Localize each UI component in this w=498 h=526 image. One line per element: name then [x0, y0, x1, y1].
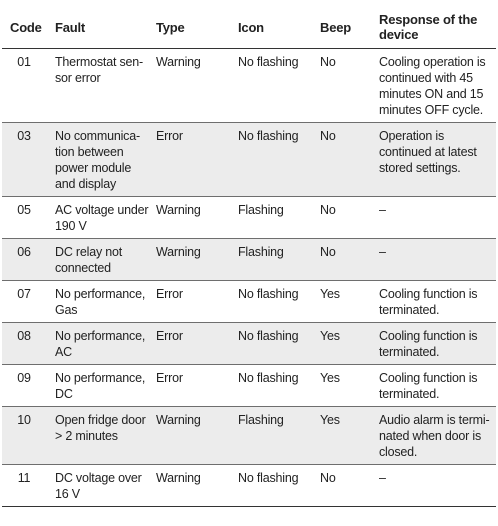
cell-beep: Yes [317, 281, 376, 323]
table-row [2, 323, 496, 365]
cell-type: Error [153, 123, 235, 197]
cell-response: Operation is continued at latest stored settings. [376, 123, 496, 197]
cell-type: Warning [153, 465, 235, 507]
fault-code-table [2, 4, 496, 507]
cell-code: 08 [2, 323, 52, 365]
cell-fault: Open fridge door > 2 minutes [52, 407, 153, 465]
cell-icon: No flashing [235, 123, 317, 197]
cell-fault: No communica-tion between power module and display [52, 123, 153, 197]
table-row [2, 281, 496, 323]
cell-response: Cooling function is terminated. [376, 281, 496, 323]
cell-code: 05 [2, 197, 52, 239]
cell-response: Cooling function is terminated. [376, 323, 496, 365]
cell-icon: No flashing [235, 465, 317, 507]
table-row [2, 239, 496, 281]
cell-fault: No performance, Gas [52, 281, 153, 323]
cell-icon: Flashing [235, 197, 317, 239]
header-response: Response of the device [376, 4, 496, 49]
cell-type: Error [153, 281, 235, 323]
cell-type: Warning [153, 49, 235, 123]
header-icon: Icon [235, 4, 317, 49]
table-row [2, 49, 496, 123]
cell-code: 01 [2, 49, 52, 123]
cell-icon: No flashing [235, 49, 317, 123]
cell-type: Warning [153, 407, 235, 465]
cell-icon: No flashing [235, 281, 317, 323]
header-beep: Beep [317, 4, 376, 49]
table-row [2, 365, 496, 407]
table-row [2, 123, 496, 197]
header-row [2, 4, 496, 49]
cell-fault: Thermostat sen-sor error [52, 49, 153, 123]
cell-response: Cooling function is terminated. [376, 365, 496, 407]
table-header [2, 4, 496, 49]
cell-fault: No performance, AC [52, 323, 153, 365]
cell-code: 07 [2, 281, 52, 323]
cell-beep: No [317, 123, 376, 197]
cell-type: Error [153, 323, 235, 365]
cell-fault: No performance, DC [52, 365, 153, 407]
cell-code: 09 [2, 365, 52, 407]
cell-beep: No [317, 49, 376, 123]
cell-fault: DC relay not connected [52, 239, 153, 281]
cell-icon: No flashing [235, 323, 317, 365]
cell-fault: DC voltage over 16 V [52, 465, 153, 507]
cell-icon: Flashing [235, 239, 317, 281]
cell-beep: No [317, 239, 376, 281]
cell-icon: No flashing [235, 365, 317, 407]
cell-fault: AC voltage under 190 V [52, 197, 153, 239]
cell-beep: Yes [317, 323, 376, 365]
cell-response: – [376, 465, 496, 507]
table-row [2, 197, 496, 239]
table-row [2, 465, 496, 507]
header-type: Type [153, 4, 235, 49]
cell-beep: Yes [317, 407, 376, 465]
cell-code: 06 [2, 239, 52, 281]
cell-code: 11 [2, 465, 52, 507]
cell-type: Warning [153, 239, 235, 281]
header-fault: Fault [52, 4, 153, 49]
cell-code: 10 [2, 407, 52, 465]
cell-icon: Flashing [235, 407, 317, 465]
cell-type: Warning [153, 197, 235, 239]
table-row [2, 407, 496, 465]
cell-response: Cooling operation is continued with 45 minutes ON and 15 minutes OFF cycle. [376, 49, 496, 123]
cell-beep: No [317, 465, 376, 507]
cell-response: – [376, 239, 496, 281]
cell-code: 03 [2, 123, 52, 197]
cell-beep: Yes [317, 365, 376, 407]
table-body [2, 49, 496, 507]
cell-type: Error [153, 365, 235, 407]
cell-response: – [376, 197, 496, 239]
cell-response: Audio alarm is termi-nated when door is closed. [376, 407, 496, 465]
header-code: Code [2, 4, 52, 49]
cell-beep: No [317, 197, 376, 239]
